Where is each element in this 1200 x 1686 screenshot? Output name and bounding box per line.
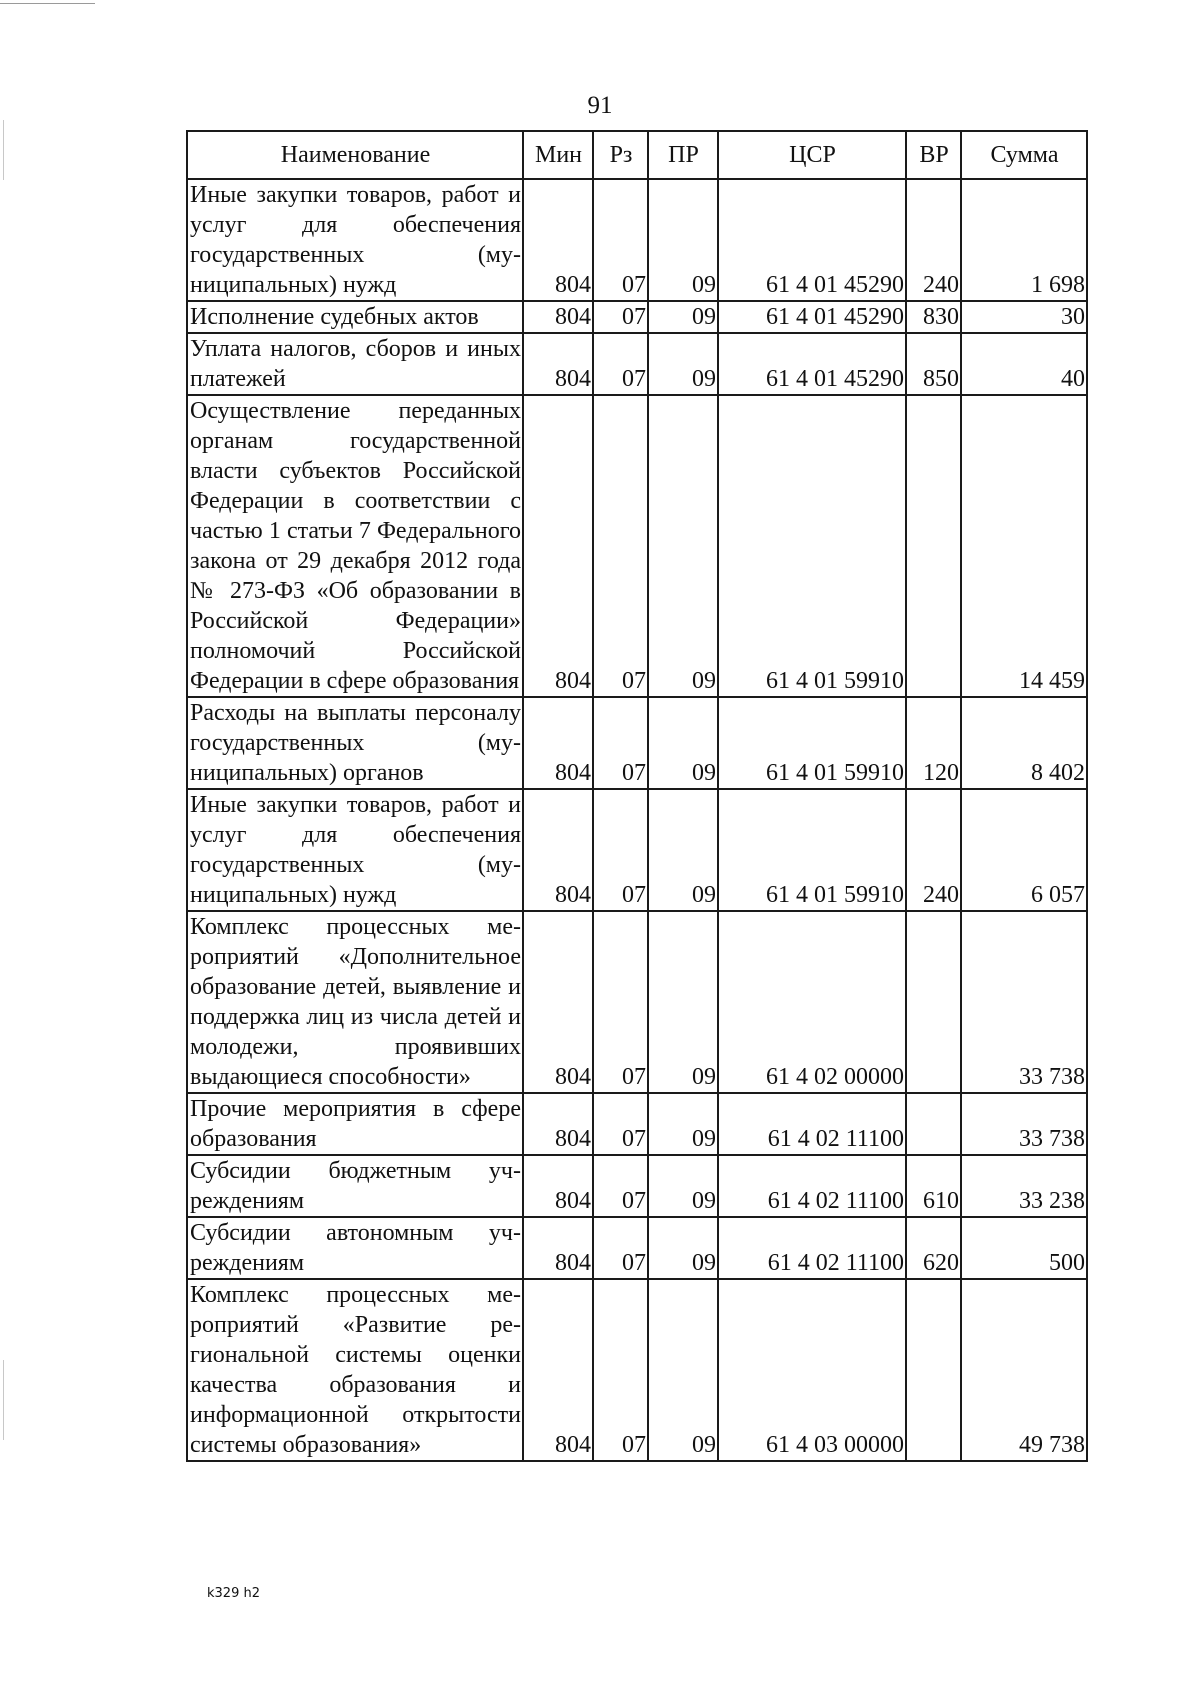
cell-rz: 07	[593, 1155, 648, 1217]
cell-min: 804	[523, 1217, 593, 1279]
cell-vr: 120	[906, 697, 961, 789]
table-header-row	[187, 131, 1087, 179]
header-min: Мин	[523, 131, 593, 179]
table-row	[187, 1217, 1087, 1279]
header-vr: ВР	[906, 131, 961, 179]
table-row	[187, 179, 1087, 301]
cell-name: Субсидии автономным учреждениям	[187, 1217, 523, 1279]
cell-rz: 07	[593, 1217, 648, 1279]
cell-name: Иные закупки товаров, работ и услуг для обеспечения государственных (муниципальных) нужд	[187, 179, 523, 301]
cell-name: Комплекс процессных мероприятий «Дополнительное образование детей, выявление и поддержка лиц из числа детей и молодежи, проявивших выдающиеся способности»	[187, 911, 523, 1093]
cell-pr: 09	[648, 1279, 718, 1461]
cell-pr: 09	[648, 301, 718, 333]
header-sum: Сумма	[961, 131, 1087, 179]
table-row	[187, 697, 1087, 789]
cell-rz: 07	[593, 1279, 648, 1461]
cell-vr: 620	[906, 1217, 961, 1279]
cell-pr: 09	[648, 697, 718, 789]
cell-sum: 40	[961, 333, 1087, 395]
cell-min: 804	[523, 1093, 593, 1155]
cell-pr: 09	[648, 333, 718, 395]
header-rz: Рз	[593, 131, 648, 179]
cell-sum: 500	[961, 1217, 1087, 1279]
cell-sum: 33 738	[961, 1093, 1087, 1155]
cell-sum: 30	[961, 301, 1087, 333]
scan-edge-top	[0, 3, 95, 4]
table-row	[187, 789, 1087, 911]
cell-rz: 07	[593, 911, 648, 1093]
table-row	[187, 301, 1087, 333]
cell-sum: 8 402	[961, 697, 1087, 789]
cell-rz: 07	[593, 789, 648, 911]
budget-table	[186, 130, 1088, 1462]
cell-vr	[906, 395, 961, 697]
table-row	[187, 1093, 1087, 1155]
cell-min: 804	[523, 697, 593, 789]
cell-vr: 610	[906, 1155, 961, 1217]
cell-sum: 33 738	[961, 911, 1087, 1093]
cell-rz: 07	[593, 333, 648, 395]
cell-pr: 09	[648, 1093, 718, 1155]
cell-csr: 61 4 02 11100	[718, 1155, 906, 1217]
cell-rz: 07	[593, 179, 648, 301]
cell-vr	[906, 911, 961, 1093]
cell-pr: 09	[648, 789, 718, 911]
cell-rz: 07	[593, 1093, 648, 1155]
cell-pr: 09	[648, 1155, 718, 1217]
cell-csr: 61 4 03 00000	[718, 1279, 906, 1461]
cell-sum: 14 459	[961, 395, 1087, 697]
cell-pr: 09	[648, 395, 718, 697]
cell-min: 804	[523, 911, 593, 1093]
cell-pr: 09	[648, 1217, 718, 1279]
header-name: Наименование	[187, 131, 523, 179]
cell-name: Осуществление переданных органам государственной власти субъектов Российской Федерации в соответствии с частью 1 статьи 7 Федерального закона от 29 декабря 2012 года № 273-ФЗ «Об образовании в Российской Федерации» полномочий Российской Федерации в сфере образования	[187, 395, 523, 697]
cell-csr: 61 4 02 11100	[718, 1217, 906, 1279]
cell-vr	[906, 1279, 961, 1461]
footer-code: k329 h2	[207, 1586, 260, 1601]
cell-min: 804	[523, 179, 593, 301]
cell-csr: 61 4 01 59910	[718, 395, 906, 697]
cell-csr: 61 4 01 45290	[718, 301, 906, 333]
page-number: 91	[587, 92, 613, 119]
cell-sum: 1 698	[961, 179, 1087, 301]
cell-vr: 850	[906, 333, 961, 395]
cell-csr: 61 4 02 11100	[718, 1093, 906, 1155]
cell-rz: 07	[593, 395, 648, 697]
scan-edge-left	[3, 1360, 4, 1440]
table-row	[187, 911, 1087, 1093]
cell-min: 804	[523, 1279, 593, 1461]
cell-csr: 61 4 02 00000	[718, 911, 906, 1093]
cell-sum: 6 057	[961, 789, 1087, 911]
cell-name: Уплата налогов, сборов и иных платежей	[187, 333, 523, 395]
cell-csr: 61 4 01 59910	[718, 789, 906, 911]
cell-sum: 49 738	[961, 1279, 1087, 1461]
cell-name: Комплекс процессных мероприятий «Развитие региональной системы оценки качества образования и информационной открытости системы образования»	[187, 1279, 523, 1461]
header-pr: ПР	[648, 131, 718, 179]
cell-csr: 61 4 01 59910	[718, 697, 906, 789]
cell-min: 804	[523, 1155, 593, 1217]
cell-rz: 07	[593, 301, 648, 333]
cell-pr: 09	[648, 911, 718, 1093]
cell-name: Исполнение судебных актов	[187, 301, 523, 333]
cell-name: Прочие мероприятия в сфере образования	[187, 1093, 523, 1155]
cell-name: Расходы на выплаты персоналу государственных (муниципальных) органов	[187, 697, 523, 789]
scan-edge-left	[3, 120, 4, 180]
table-row	[187, 333, 1087, 395]
cell-vr: 240	[906, 179, 961, 301]
cell-vr: 830	[906, 301, 961, 333]
cell-min: 804	[523, 789, 593, 911]
cell-csr: 61 4 01 45290	[718, 179, 906, 301]
table-row	[187, 395, 1087, 697]
cell-min: 804	[523, 301, 593, 333]
cell-name: Субсидии бюджетным учреждениям	[187, 1155, 523, 1217]
table-row	[187, 1155, 1087, 1217]
table-row	[187, 1279, 1087, 1461]
cell-name: Иные закупки товаров, работ и услуг для обеспечения государственных (муниципальных) нужд	[187, 789, 523, 911]
cell-sum: 33 238	[961, 1155, 1087, 1217]
cell-vr: 240	[906, 789, 961, 911]
cell-min: 804	[523, 333, 593, 395]
cell-csr: 61 4 01 45290	[718, 333, 906, 395]
cell-vr	[906, 1093, 961, 1155]
cell-rz: 07	[593, 697, 648, 789]
cell-min: 804	[523, 395, 593, 697]
cell-pr: 09	[648, 179, 718, 301]
header-csr: ЦСР	[718, 131, 906, 179]
